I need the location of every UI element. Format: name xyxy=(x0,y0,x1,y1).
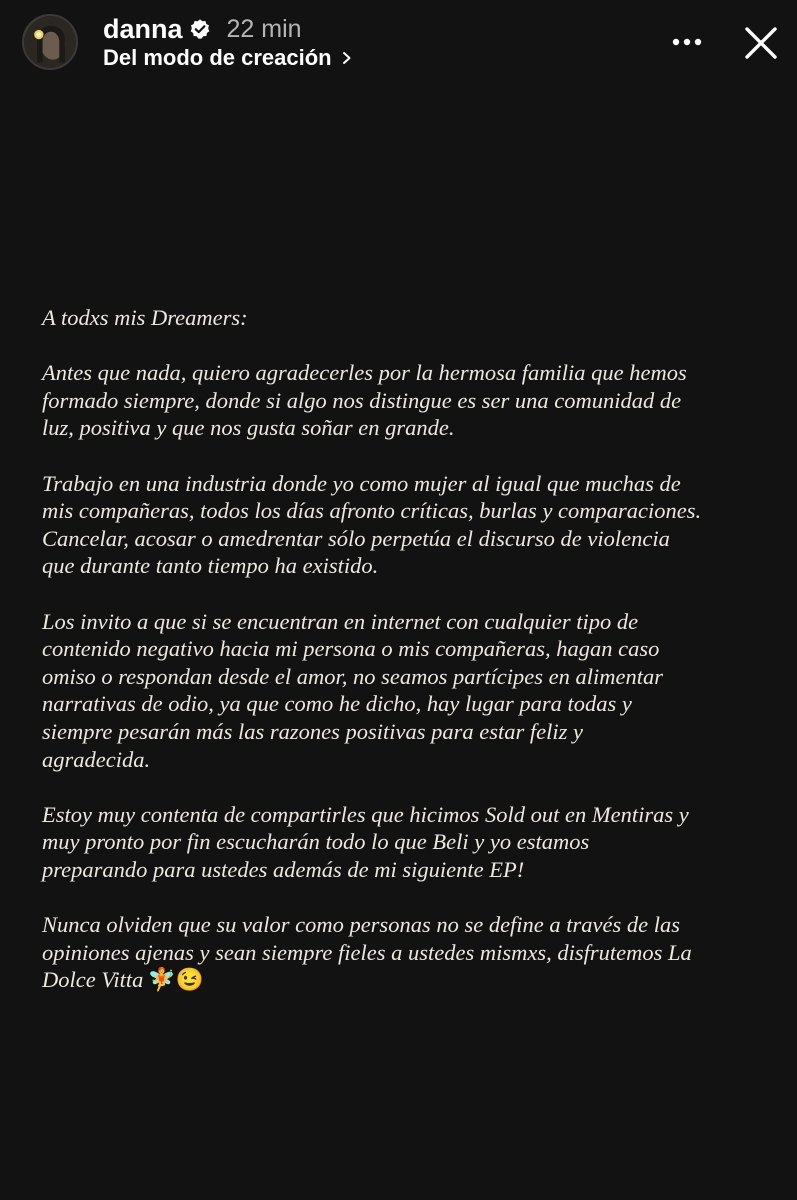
more-options-button[interactable] xyxy=(664,22,710,62)
close-button[interactable] xyxy=(738,20,784,66)
letter-paragraph-1: Antes que nada, quiero agradecerles por la hermosa familia que hemos formado siempre, donde si algo nos distingue es ser una comunidad de luz, positiva y que nos gusta soñar en grande. xyxy=(42,360,687,441)
letter-paragraph-2: Trabajo en una industria donde yo como mujer al igual que muchas de mis compañeras, todos los días afronto críticas, burlas y comparaciones. Cancelar, acosar o amedrentar sólo perpetúa el discurso de violencia que durante tanto tiempo ha existido. xyxy=(42,470,702,579)
story-letter-text xyxy=(42,304,762,994)
profile-avatar[interactable] xyxy=(22,14,78,70)
verified-badge-icon xyxy=(189,18,211,40)
post-timestamp: 22 min xyxy=(226,14,302,43)
chevron-right-icon xyxy=(340,51,354,65)
letter-paragraph-3: Los invito a que si se encuentran en internet con cualquier tipo de contenido negativo hacia mi persona o mis compañeras, hagan caso omiso o respondan desde el amor, no seamos partícipes en alimentar narrativas de odio, ya que como he dicho, hay lugar para todas y siempre pesarán más las razones positivas para estar feliz y agradecida. xyxy=(42,608,663,772)
letter-paragraph-4: Estoy muy contenta de compartirles que hicimos Sold out en Mentiras y muy pronto por fin escucharán todo lo que Beli y yo estamos preparando para ustedes además de mi siguiente EP! xyxy=(42,801,689,882)
avatar-image xyxy=(24,16,76,68)
close-icon xyxy=(743,25,779,61)
story-header xyxy=(0,0,797,90)
letter-paragraph-5-text: Nunca olviden que su valor como personas no se define a través de las opiniones ajenas y sean siempre fieles a ustedes mismxs, disfrutemos La Dolce Vitta xyxy=(42,912,692,993)
fairy-wink-emoji: 🧚😉 xyxy=(147,967,204,993)
letter-paragraph-5 xyxy=(42,911,762,994)
creation-mode-link[interactable] xyxy=(103,42,354,74)
username[interactable]: danna xyxy=(103,13,183,44)
creation-mode-label: Del modo de creación xyxy=(103,45,332,70)
user-line xyxy=(103,12,302,46)
more-horizontal-icon xyxy=(672,38,702,46)
letter-greeting: A todxs mis Dreamers: xyxy=(42,305,248,330)
